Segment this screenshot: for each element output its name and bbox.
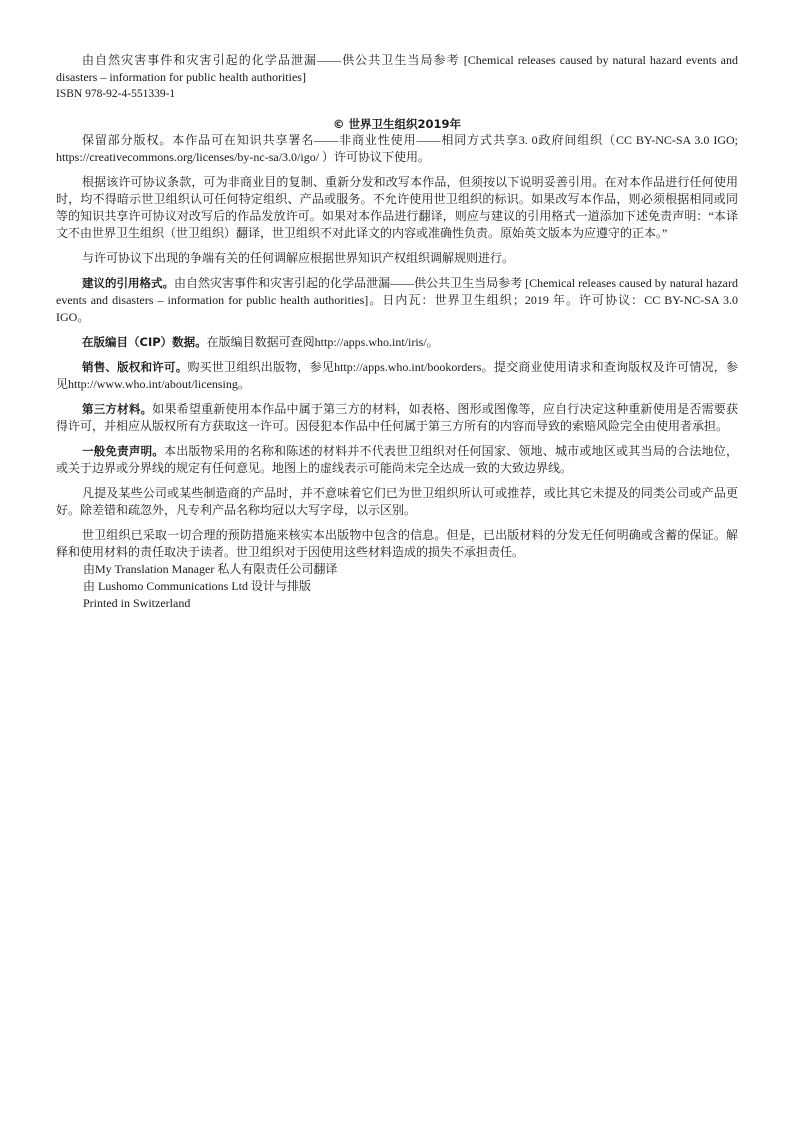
copyright-heading: © 世界卫生组织2019年 [332,117,461,131]
mediation-paragraph: 与许可协议下出现的争端有关的任何调解应根据世界知识产权组织调解规则进行。 [82,251,515,265]
third-party-label: 第三方材料。 [82,402,153,416]
citation-paragraph [56,275,738,326]
publication-title: 由自然灾害事件和灾害引起的化学品泄漏——供公共卫生当局参考 [Chemical releases caused by natural hazard events and disasters – information for public health authorities] [56,53,738,84]
sales-text: 购买世卫组织出版物，参见http://apps.who.int/bookorders。提交商业使用请求和查询版权及许可情况，参见http://www.who.int/about/licensing。 [56,360,739,391]
printed-in: Printed in Switzerland [83,596,191,610]
license-terms-paragraph: 根据该许可协议条款，可为非商业目的复制、重新分发和改写本作品，但须按以下说明妥善引用。在对本作品进行任何使用时，均不得暗示世卫组织认可任何特定组织、产品或服务。不允许使用世卫组织的标识。如果改写本作品，则必须根据相同或同等的知识共享许可协议对改写后的作品发放许可。如果对本作品进行翻译，则应与建议的引用格式一道添加下述免责声明：“本译文不由世界卫生组织（世卫组织）翻译，世卫组织不对此译文的内容或准确性负责。原始英文版本为应遵守的正本。” [56,175,738,240]
third-party-text: 如果希望重新使用本作品中属于第三方的材料，如表格、图形或图像等，应自行决定这种重新使用是否需要获得许可，并相应从版权所有方获取这一许可。因侵犯本作品中任何属于第三方所有的内容而导致的索赔风险完全由使用者承担。 [56,402,738,433]
disclaimer-label: 一般免责声明。 [82,444,165,458]
disclaimer-text: 本出版物采用的名称和陈述的材料并不代表世卫组织对任何国家、领地、城市或地区或其当局的合法地位，或关于边界或分界线的规定有任何意见。地图上的虚线表示可能尚未完全达成一致的大致边界线。 [56,444,739,475]
citation-text: 由自然灾害事件和灾害引起的化学品泄漏——供公共卫生当局参考 [Chemical releases caused by natural hazard events and disasters – information for public health authorities]。日内瓦：世界卫生组织；2019 年。许可协议：CC BY-NC-SA 3.0 IGO。 [56,276,739,324]
third-party-paragraph [56,401,738,435]
disclaimer-paragraph [56,443,738,477]
isbn-number: ISBN 978-92-4-551339-1 [56,88,176,100]
copyright-page [56,52,738,612]
precautions-paragraph: 世卫组织已采取一切合理的预防措施来核实本出版物中包含的信息。但是，已出版材料的分发无任何明确或含蓄的保证。解释和使用材料的责任取决于读者。世卫组织对于因使用这些材料造成的损失不承担责任。 [56,528,738,559]
design-credit: 由 Lushomo Communications Ltd 设计与排版 [83,579,311,593]
companies-paragraph: 凡提及某些公司或某些制造商的产品时，并不意味着它们已为世卫组织所认可或推荐，或比其它未提及的同类公司或产品更好。除差错和疏忽外，凡专利产品名称均冠以大写字母，以示区别。 [56,486,738,517]
sales-paragraph [56,359,738,393]
citation-label: 建议的引用格式。 [82,276,175,290]
sales-label: 销售、版权和许可。 [82,360,188,374]
cip-label: 在版编目（CIP）数据。 [82,335,207,349]
translation-credit: 由My Translation Manager 私人有限责任公司翻译 [83,562,338,576]
cip-paragraph [56,334,738,351]
license-paragraph: 保留部分版权。本作品可在知识共享署名——非商业性使用——相同方式共享3. 0政府间组织（CC BY-NC-SA 3.0 IGO; https://creativecommons.org/licenses/by-nc-sa/3.0/igo/ ）许可协议下使用。 [56,133,738,164]
cip-text: 在版编目数据可查阅http://apps.who.int/iris/。 [206,335,439,349]
